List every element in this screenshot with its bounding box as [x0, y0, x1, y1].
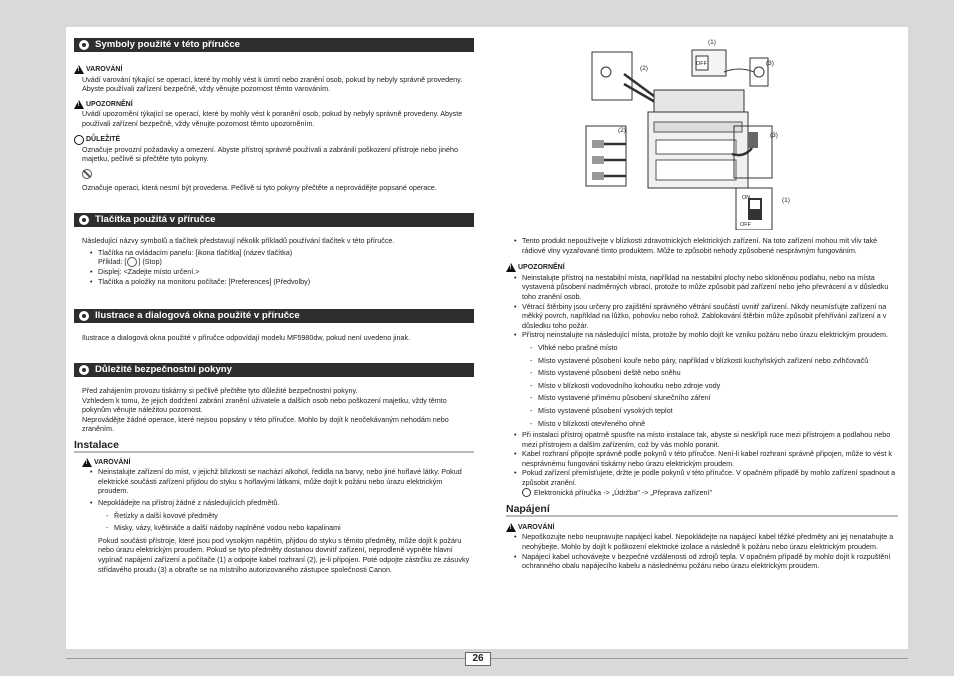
- list-item: - Řetízky a další kovové předměty: [106, 511, 474, 521]
- section-bullet-icon: [79, 311, 89, 321]
- important-text: Označuje provozní požadavky a omezení. Abyste přístroj správně používali a zabránili poškození přístroje nebo jiného majetku, pečlivě si přečtěte tyto pokyny.: [82, 144, 458, 164]
- list-item: • Při instalaci přístroj opatrně spusťte na místo instalace tak, abyste si neskřípli ruce mezi přístrojem a podlahou nebo mezi přístrojem a dalším zařízením, což by vás mohlo poranit.: [514, 430, 898, 449]
- important-icon: [74, 135, 84, 145]
- list-item: - Místo v blízkosti vodovodního kohoutku nebo zdroje vody: [530, 381, 898, 391]
- switch-off-label: OFF: [740, 222, 751, 228]
- section-header-safety: Důležité bezpečnostní pokyny: [74, 363, 474, 377]
- list-item: • Displej: <Zadejte místo určení.>: [90, 267, 474, 277]
- list-item: - Místo vystavené působení vysokých teplot: [530, 406, 898, 416]
- list-item: • Tlačítka na ovládacím panelu: [ikona tlačítka] (název tlačítka) Příklad: [ ] (Stop): [90, 248, 474, 268]
- warning-label: ! VAROVÁNÍ: [74, 65, 474, 75]
- warning-text: Uvádí varování týkající se operací, které by mohly vést k úmrtí nebo zranění osob, pokud by nebyly správně provedeny. Abyste používali zařízení bezpečně, vždy věnujte pozornost těmto varováním.: [82, 74, 463, 94]
- callout-3-right: (3): [770, 132, 778, 139]
- list-item: • Tento produkt nepoužívejte v blízkosti zdravotnických elektrických zařízení. Na toto zařízení mohou mít vliv také rádiové vlny vyzařované tímto produktem. Může to způsobit nehody způsobené nesprávným fungováním.: [514, 236, 898, 255]
- reference-link[interactable]: Elektronická příručka -> „Údržba" -> „Přeprava zařízení": [534, 487, 713, 497]
- callout-2-top: (2): [640, 65, 648, 72]
- list-item: • Tlačítka a položky na monitoru počítače: [Preferences] (Předvolby): [90, 277, 474, 287]
- callout-2-left: (2): [618, 127, 626, 134]
- installation-warning-label: ! VAROVÁNÍ: [82, 458, 474, 468]
- caution-icon: [74, 100, 84, 109]
- list-item: • Kabel rozhraní připojte správně podle pokynů v této příručce. Není-li kabel rozhraní správně připojen, může to vést k nesprávnému fungování tiskárny nebo úrazu elektrickým proudem.: [514, 449, 898, 468]
- list-item: • Neinstalujte přístroj na nestabilní místa, například na nestabilní plochy nebo skloněnou podlahu, nebo na místa vystavená působení nadměrných vibrací, protože to může způsobit pád zařízení nebo jeho převrácení a v důsledku toho zranění osob.: [514, 273, 898, 302]
- list-item: • Nepoškozujte nebo neupravujte napájecí kabel. Nepokládejte na napájecí kabel těžké předměty ani jej nenatahujte a neohýbejte. Mohlo by dojít k poškození elektrické izolace a následně k požáru nebo úrazu elektrickým proudem.: [514, 532, 898, 551]
- page-number: 26: [465, 652, 491, 666]
- dash-list: [106, 511, 474, 533]
- list-item: • Větrací štěrbiny jsou určeny pro zajištění správného větrání součástí uvnitř zařízení. Nikdy neumísťujte zařízení na měkký povrch, například na lůžko, pohovku nebo rohož. Zablokování štěrbin může způsobit přehřívání zařízení a v důsledku toho požár.: [514, 302, 898, 331]
- power-list: [514, 532, 898, 570]
- installation-list: [90, 467, 474, 574]
- section-header-symbols: Symboly použité v této příručce: [74, 38, 474, 52]
- installation-after-text: Pokud součásti přístroje, které jsou pod vysokým napětím, přijdou do styku s těmito předměty, může dojít k požáru nebo úrazu elektrickým proudem. Pokud se tyto předměty dostanou dovnitř zařízení, neprodleně vypněte hlavní vypínač napájení zařízení a počítače (1) a odpojte kabel rozhraní (2), je-li připojen. Poté odpojte zástrčku ze zásuvky střídavého proudu (3) a obraťte se na místního autorizovaného zástupce společnosti Canon.: [98, 535, 470, 574]
- installation-illustration: [584, 39, 790, 230]
- list-item: • Neinstalujte zařízení do míst, v jejichž blízkosti se nachází alkohol, ředidla na barvy, nebo jiné hořlavé látky. Pokud elektrické součásti zařízení přijdou do styku s hořlavými látkami, může dojít k požáru nebo úrazu elektrickým proudem.: [90, 467, 474, 496]
- caution-text: Uvádí upozornění týkající se operací, které by mohly vést k poranění osob, pokud by nebyly správně provedeny. Abyste používali zařízení bezpečně, vždy věnujte pozornost těmto upozorněním.: [82, 109, 463, 128]
- list-item: • Napájecí kabel uchovávejte v bezpečné vzdálenosti od zdrojů tepla. V opačném případě by mohlo dojít k rozpuštění ochranného obalu napájecího kabelu a následnému požáru nebo úrazu elektrickým proudem.: [514, 552, 898, 571]
- section-header-illustrations: Ilustrace a dialogová okna použité v příručce: [74, 309, 474, 323]
- caution-list: [514, 273, 898, 497]
- section-bullet-icon: [79, 215, 89, 225]
- buttons-list: [90, 248, 474, 287]
- buttons-intro: Následující názvy symbolů a tlačítek představují několik příkladů používání tlačítek v této příručce.: [82, 235, 395, 245]
- printer-illustration-svg: [584, 40, 774, 230]
- dash-list: [530, 343, 898, 428]
- illustrations-text: Ilustrace a dialogová okna použité v příručce odpovídají modelu MF5980dw, pokud není uvedeno jinak.: [82, 333, 411, 343]
- reference-icon: [522, 488, 531, 497]
- box-off-label: OFF: [696, 61, 707, 67]
- prohibited-row: [82, 169, 474, 182]
- stop-icon: [127, 257, 137, 267]
- list-item: • Přístroj neinstalujte na následující místa, protože by mohlo dojít ke vzniku požáru nebo úrazu elektrickým proudem. - Vlhké nebo prašné místo - Místo vystavené působení kouře nebo páry, například v blízkosti kuchyňských zařízení nebo zvlhčovačů - Místo vystavené působení deště nebo sněhu - Místo v blízkosti vodovodního kohoutku nebo zdroje vody - Místo vystavené přímému působení slunečního záření - Místo vystavené působení vysokých teplot - Místo v blízkosti otevřeného ohně: [514, 330, 898, 428]
- power-warning-label: ! VAROVÁNÍ: [506, 523, 898, 533]
- warning-icon: [506, 523, 516, 532]
- section-bullet-icon: [79, 40, 89, 50]
- list-item: - Místo vystavené přímému působení slunečního záření: [530, 393, 898, 403]
- callout-1-switch: (1): [782, 197, 790, 204]
- section-header-buttons: Tlačítka použitá v příručce: [74, 213, 474, 227]
- section-bullet-icon: [79, 365, 89, 375]
- safety-p3: Neprovádějte žádné operace, které nejsou popsány v této příručce. Mohlo by dojít k neočekávaným nehodám nebo zraněním.: [82, 414, 449, 434]
- medical-list: [514, 236, 898, 255]
- list-item: - Místo vystavené působení kouře nebo páry, například v blízkosti kuchyňských zařízení nebo zvlhčovačů: [530, 356, 898, 366]
- caution-label: ! UPOZORNĚNÍ: [74, 100, 474, 110]
- important-label: DŮLEŽITÉ: [74, 135, 474, 145]
- list-item: • Nepokládejte na přístroj žádné z následujících předmětů. - Řetízky a další kovové předměty - Misky, vázy, květináče a další nádoby naplněné vodou nebo kapalinami Pokud součásti přístroje, které jsou pod vysokým napětím, přijdou do styku s těmito předměty, může dojít k požáru nebo úrazu elektrickým proudem. Pokud se tyto předměty dostanou dovnitř zařízení, neprodleně vypněte hlavní vypínač napájení zařízení a počítače (1) a odpojte kabel rozhraní (2), je-li připojen. Poté odpojte zástrčku ze zásuvky střídavého proudu (3) a obraťte se na místního autorizovaného zástupce společnosti Canon.: [90, 498, 474, 574]
- list-item: - Místo v blízkosti otevřeného ohně: [530, 419, 898, 429]
- power-heading: Napájení: [506, 505, 898, 517]
- list-item: • Pokud zařízení přemísťujete, držte je podle pokynů v této příručce. V opačném případě by mohlo zařízení spadnout a způsobit zranění. Elektronická příručka -> „Údržba" -> „Přeprava zařízení": [514, 468, 898, 497]
- left-column: [74, 38, 474, 574]
- safety-p2: Vzhledem k tomu, že jejich dodržení zabrání zranění uživatele a dalších osob nebo poškození majetku, vždy těmto pokynům věnujte náležitou pozornost.: [82, 395, 447, 415]
- prohibited-icon: [82, 169, 92, 179]
- callout-3-top: (3): [766, 60, 774, 67]
- list-item: - Misky, vázy, květináče a další nádoby naplněné vodou nebo kapalinami: [106, 523, 474, 533]
- prohibited-text: Označuje operaci, která nesmí být provedena. Pečlivě si tyto pokyny přečtěte a neprovádějte popsané operace.: [82, 183, 437, 193]
- right-column: [506, 236, 898, 571]
- callout-1-top: (1): [708, 39, 716, 46]
- switch-on-label: ON: [742, 195, 751, 201]
- warning-icon: [74, 65, 84, 74]
- list-item: - Vlhké nebo prašné místo: [530, 343, 898, 353]
- safety-p1: Před zahájením provozu tiskárny si pečlivě přečtěte tyto důležité bezpečnostní pokyny.: [82, 386, 358, 395]
- list-item: - Místo vystavené působení deště nebo sněhu: [530, 368, 898, 378]
- right-caution-label: ! UPOZORNĚNÍ: [506, 263, 898, 273]
- installation-heading: Instalace: [74, 441, 474, 453]
- warning-icon: [82, 458, 92, 467]
- caution-icon: [506, 263, 516, 272]
